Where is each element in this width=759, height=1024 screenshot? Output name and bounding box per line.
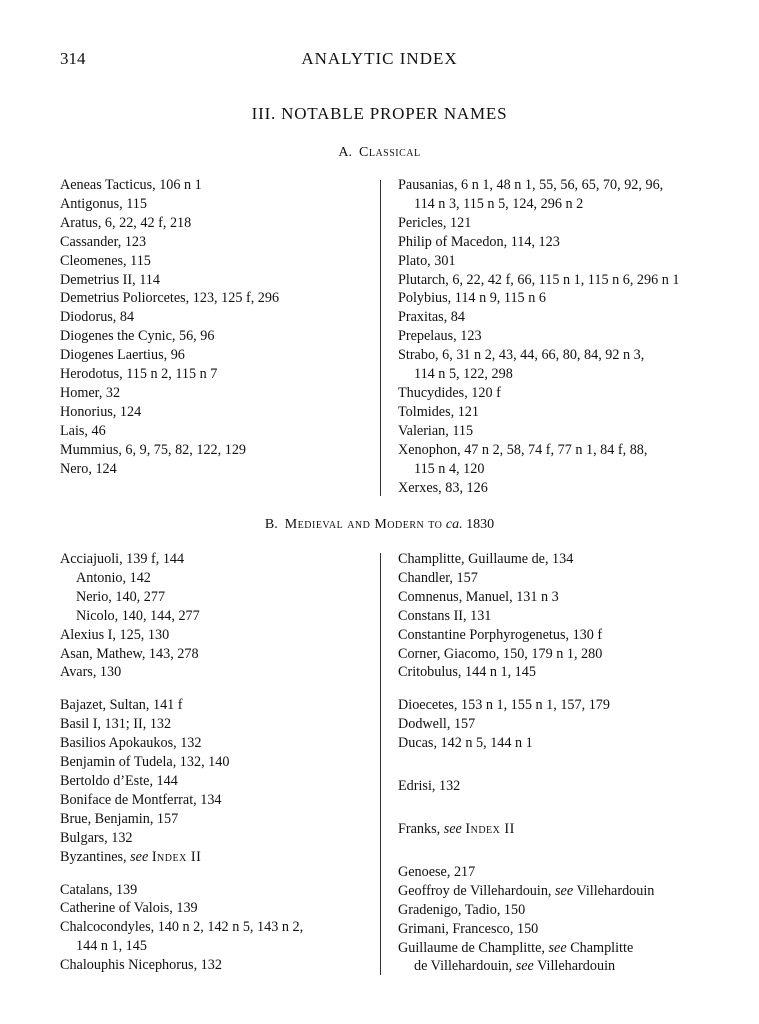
index-entry: Aratus, 6, 22, 42 f, 218	[60, 214, 192, 231]
index-entry: Plato, 301	[398, 252, 456, 269]
index-entry-continuation: 115 n 4, 120	[414, 460, 485, 477]
index-entry: Lais, 46	[60, 422, 106, 439]
section-b-heading	[0, 517, 759, 533]
cross-reference-see: see	[515, 958, 534, 975]
index-entry: Demetrius Poliorcetes, 123, 125 f, 296	[60, 290, 280, 307]
index-entry: Boniface de Montferrat, 134	[60, 791, 222, 808]
index-entry: Tolmides, 121	[398, 403, 479, 420]
cross-reference-see: see	[130, 848, 149, 865]
index-entry	[398, 882, 654, 901]
entry-name: Franks,	[398, 820, 441, 837]
index-entry: Grimani, Francesco, 150	[398, 920, 539, 937]
index-entry: Catalans, 139	[60, 881, 138, 898]
index-entry: Aeneas Tacticus, 106 n 1	[60, 177, 202, 193]
cross-reference-see: see	[443, 820, 462, 837]
index-entry: Polybius, 114 n 9, 115 n 6	[398, 290, 546, 307]
section-b-year: 1830	[466, 517, 495, 532]
index-entry: Catherine of Valois, 139	[60, 900, 198, 917]
section-a-right-column	[398, 176, 680, 497]
index-entry: Basil I, 131; II, 132	[60, 716, 172, 733]
index-entry: Avars, 130	[60, 664, 122, 681]
index-entry: Critobulus, 144 n 1, 145	[398, 664, 536, 681]
index-entry	[60, 848, 303, 867]
index-entry: Plutarch, 6, 22, 42 f, 66, 115 n 1, 115 n 6, 296 n 1	[398, 271, 680, 288]
section-a-letter: A.	[338, 145, 352, 160]
index-entry: Valerian, 115	[398, 422, 474, 439]
index-entry: Brue, Benjamin, 157	[60, 810, 179, 827]
section-b-right-column	[398, 550, 654, 976]
index-entry: Constans II, 131	[398, 607, 492, 624]
index-entry-continuation: 114 n 3, 115 n 5, 124, 296 n 2	[414, 195, 584, 212]
index-entry: Asan, Mathew, 143, 278	[60, 645, 199, 662]
index-entry: Thucydides, 120 f	[398, 384, 501, 401]
index-subentry: Nerio, 140, 277	[76, 588, 166, 605]
index-entry: Herodotus, 115 n 2, 115 n 7	[60, 366, 218, 383]
entry-name: de Villehardouin,	[414, 958, 513, 975]
index-entry: Dodwell, 157	[398, 716, 476, 733]
index-entry: Diogenes Laertius, 96	[60, 347, 185, 364]
index-subentry: Nicolo, 140, 144, 277	[76, 607, 200, 624]
section-b-letter: B.	[264, 517, 278, 532]
entry-name: Geoffroy de Villehardouin,	[398, 882, 552, 899]
index-entry: Dioecetes, 153 n 1, 155 n 1, 157, 179	[398, 697, 610, 714]
entry-name: Byzantines,	[60, 848, 127, 865]
index-entry: Ducas, 142 n 5, 144 n 1	[398, 735, 533, 752]
index-entry: Gradenigo, Tadio, 150	[398, 901, 526, 918]
index-entry: Comnenus, Manuel, 131 n 3	[398, 588, 559, 605]
index-entry: Pericles, 121	[398, 214, 472, 231]
index-entry-continuation: 144 n 1, 145	[76, 938, 147, 955]
index-entry	[398, 820, 654, 839]
entry-name: Guillaume de Champlitte,	[398, 939, 545, 956]
index-entry: Corner, Giacomo, 150, 179 n 1, 280	[398, 645, 603, 662]
part-title: III. NOTABLE PROPER NAMES	[251, 104, 508, 123]
section-b-title: Medieval and Modern to	[284, 517, 443, 532]
page-number: 314	[60, 49, 86, 68]
section-a-left-column	[60, 176, 279, 479]
index-entry: Homer, 32	[60, 384, 121, 401]
index-entry: Bajazet, Sultan, 141 f	[60, 697, 183, 714]
index-entry: Diodorus, 84	[60, 309, 135, 326]
index-entry: Edrisi, 132	[398, 778, 461, 795]
section-a-heading	[0, 145, 759, 161]
cross-reference-see: see	[555, 882, 574, 899]
cross-reference-target: Villehardouin	[537, 958, 616, 975]
section-b-circa: ca.	[445, 517, 463, 532]
index-entry: Diogenes the Cynic, 56, 96	[60, 328, 215, 345]
index-entry: Benjamin of Tudela, 132, 140	[60, 754, 230, 771]
index-subentry	[398, 957, 654, 976]
index-entry: Genoese, 217	[398, 863, 476, 880]
index-entry: Bertoldo d’Este, 144	[60, 772, 178, 789]
index-entry: Champlitte, Guillaume de, 134	[398, 551, 574, 567]
index-entry	[398, 939, 654, 958]
index-entry: Honorius, 124	[60, 403, 142, 420]
index-entry: Demetrius II, 114	[60, 271, 160, 288]
index-entry: Praxitas, 84	[398, 309, 465, 326]
index-entry: Chalcocondyles, 140 n 2, 142 n 5, 143 n 2,	[60, 919, 304, 936]
column-divider	[380, 553, 381, 975]
index-entry-continuation: 114 n 5, 122, 298	[414, 366, 513, 383]
index-entry: Strabo, 6, 31 n 2, 43, 44, 66, 80, 84, 92 n 3,	[398, 347, 645, 364]
section-b-left-column	[60, 550, 303, 975]
index-entry: Chalouphis Nicephorus, 132	[60, 957, 222, 974]
index-entry: Cassander, 123	[60, 233, 147, 250]
index-entry: Bulgars, 132	[60, 829, 133, 846]
cross-reference-target: Index II	[151, 848, 202, 865]
index-entry: Chandler, 157	[398, 569, 478, 586]
index-entry: Cleomenes, 115	[60, 252, 151, 269]
cross-reference-target: Villehardouin	[576, 882, 655, 899]
index-entry: Basilios Apokaukos, 132	[60, 735, 202, 752]
column-divider	[380, 180, 381, 496]
section-a-title: Classical	[359, 145, 421, 160]
index-entry: Antigonus, 115	[60, 195, 147, 212]
index-entry: Mummius, 6, 9, 75, 82, 122, 129	[60, 441, 247, 458]
index-entry: Acciajuoli, 139 f, 144	[60, 551, 185, 567]
index-entry: Xerxes, 83, 126	[398, 479, 488, 496]
index-entry: Nero, 124	[60, 460, 117, 477]
index-entry: Prepelaus, 123	[398, 328, 482, 345]
index-subentry: Antonio, 142	[76, 569, 151, 586]
index-entry: Pausanias, 6 n 1, 48 n 1, 55, 56, 65, 70, 92, 96,	[398, 177, 664, 193]
index-entry: Philip of Macedon, 114, 123	[398, 233, 560, 250]
index-entry: Constantine Porphyrogenetus, 130 f	[398, 626, 603, 643]
index-entry: Xenophon, 47 n 2, 58, 74 f, 77 n 1, 84 f, 88,	[398, 441, 648, 458]
index-entry: Alexius I, 125, 130	[60, 626, 170, 643]
cross-reference-see: see	[548, 939, 567, 956]
cross-reference-target: Champlitte	[570, 939, 634, 956]
running-head: ANALYTIC INDEX	[301, 49, 458, 68]
cross-reference-target: Index II	[465, 820, 515, 837]
